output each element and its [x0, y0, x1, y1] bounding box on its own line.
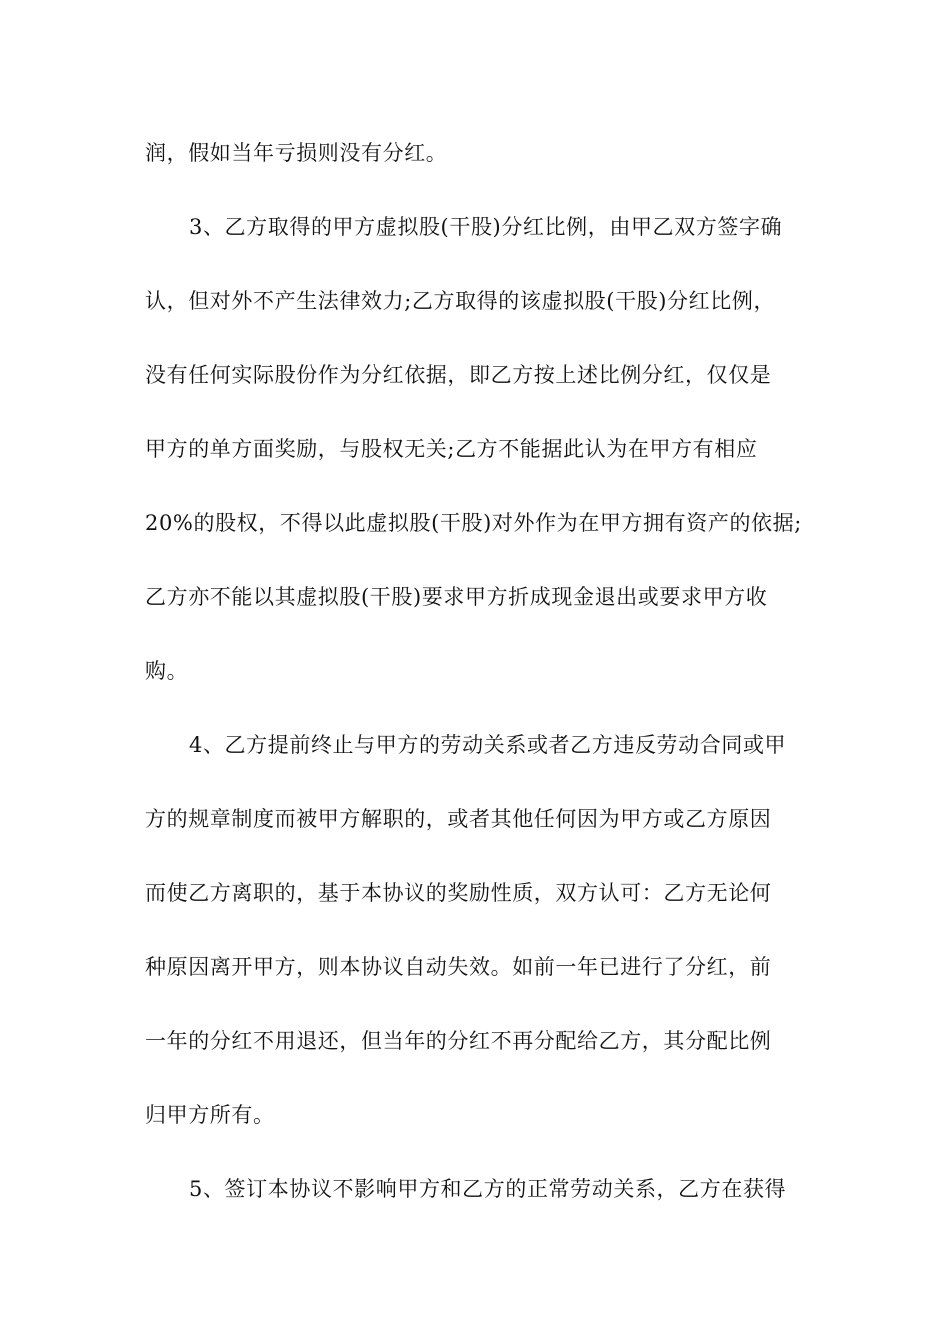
text-line: 认，但对外不产生法律效力;乙方取得的该虚拟股(干股)分红比例， — [145, 289, 776, 313]
text-line: 润，假如当年亏损则没有分红。 — [145, 141, 448, 165]
text-line: 购。 — [145, 659, 189, 683]
text-line: 没有任何实际股份作为分红依据，即乙方按上述比例分红，仅仅是 — [145, 363, 772, 387]
text-line: 20%的股权，不得以此虚拟股(干股)对外作为在甲方拥有资产的依据; — [145, 511, 802, 535]
text-line: 种原因离开甲方，则本协议自动失效。如前一年已进行了分红，前 — [145, 955, 772, 979]
text-line-clause-5: 5、签订本协议不影响甲方和乙方的正常劳动关系，乙方在获得 — [189, 1177, 787, 1201]
text-line: 一年的分红不用退还，但当年的分红不再分配给乙方，其分配比例 — [145, 1029, 772, 1053]
text-line-clause-4: 4、乙方提前终止与甲方的劳动关系或者乙方违反劳动合同或甲 — [189, 733, 787, 757]
text-line-clause-3: 3、乙方取得的甲方虚拟股(干股)分红比例，由甲乙双方签字确 — [189, 215, 783, 239]
text-line: 而使乙方离职的，基于本协议的奖励性质，双方认可：乙方无论何 — [145, 881, 772, 905]
text-line: 乙方亦不能以其虚拟股(干股)要求甲方折成现金退出或要求甲方收 — [145, 585, 768, 609]
text-line: 方的规章制度而被甲方解职的，或者其他任何因为甲方或乙方原因 — [145, 807, 772, 831]
text-line: 甲方的单方面奖励，与股权无关;乙方不能据此认为在甲方有相应 — [145, 437, 758, 461]
text-line: 归甲方所有。 — [145, 1103, 275, 1127]
